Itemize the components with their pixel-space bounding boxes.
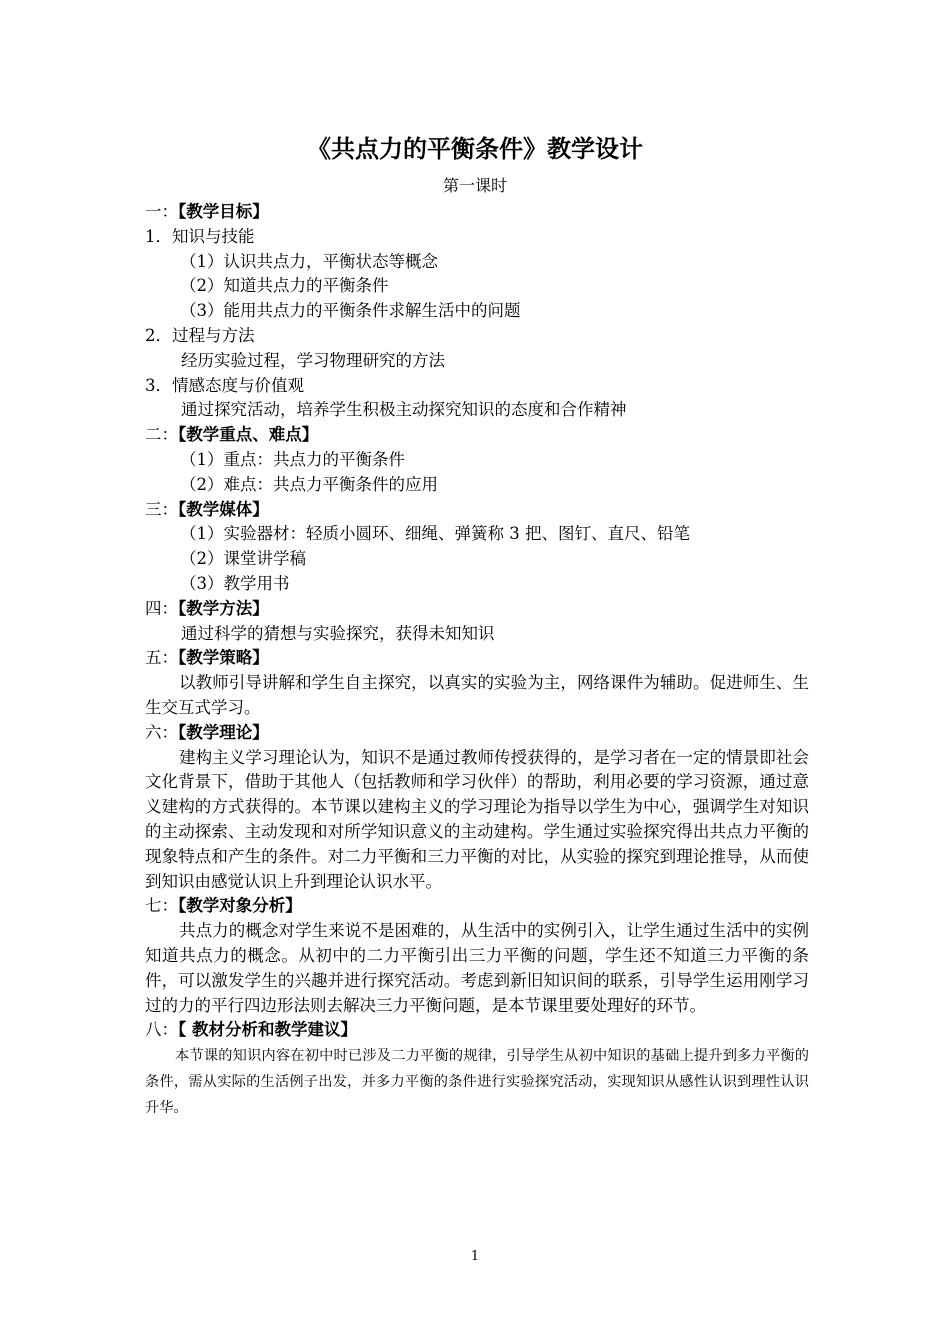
section-title: 【教学目标】 (178, 202, 269, 221)
list-item: 经历实验过程，学习物理研究的方法 (181, 350, 445, 370)
list-item: 通过探究活动，培养学生积极主动探究知识的态度和合作精神 (181, 400, 627, 420)
paragraph: 共点力的概念对学生来说不是困难的，从生活中的实例引入，让学生通过生活中的实例知道共点力的概念。从初中的二力平衡引出三力平衡的问题，学生还不知道三力平衡的条件，可以激发学生的兴趣并进行探究活动。考虑到新旧知识间的联系，引导学生运用刚学习过的力的平行四边形法则去解决三力平衡问题，是本节课里要处理好的环节。 (145, 921, 809, 1015)
document-subtitle: 第一课时 (442, 176, 507, 195)
paragraph: 以教师引导讲解和学生自主探究，以真实的实验为主，网络课件为辅助。促进师生、生生交互式学习。 (145, 673, 809, 717)
section-heading-key-points (145, 423, 809, 448)
section-title: 【教学策略】 (178, 648, 269, 668)
page-number: 1 (470, 1249, 480, 1264)
section-title: 【教学重点、难点】 (178, 425, 319, 445)
section-heading-theory (145, 721, 809, 746)
subheading-attitude-values: 3．情感态度与价值观 (145, 375, 304, 395)
list-item: （1）认识共点力，平衡状态等概念 (180, 251, 438, 271)
section-heading-textbook-analysis (145, 1018, 809, 1043)
section-heading-audience (145, 894, 809, 919)
list-item: （1）实验器材：轻质小圆环、细绳、弹簧称 3 把、图钉、直尺、铅笔 (180, 524, 690, 544)
section-title: 【教学媒体】 (178, 499, 269, 519)
section-title: 【教学方法】 (178, 598, 269, 618)
section-heading-methods (145, 597, 809, 622)
section-number: 三： (145, 499, 178, 519)
section-number: 八： (145, 1020, 178, 1040)
subheading-process-method: 2．过程与方法 (145, 325, 255, 345)
section-number: 七： (145, 896, 178, 916)
section-number: 六： (145, 722, 178, 742)
list-item: （1）重点：共点力的平衡条件 (180, 449, 405, 469)
section-number: 四： (145, 598, 178, 618)
list-item: （2）知道共点力的平衡条件 (180, 276, 389, 296)
list-item: （3）教学用书 (180, 573, 290, 593)
paragraph: 建构主义学习理论认为，知识不是通过教师传授获得的，是学习者在一定的情景即社会文化背景下，借助于其他人（包括教师和学习伙伴）的帮助，利用必要的学习资源，通过意义建构的方式获得的。本节课以建构主义的学习理论为指导以学生为中心，强调学生对知识的主动探索、主动发现和对所学知识意义的主动建构。学生通过实验探究得出共点力平衡的现象特点和产生的条件。对二力平衡和三力平衡的对比，从实验的探究到理论推导，从而使到知识由感觉认识上升到理论认识水平。 (145, 747, 809, 891)
section-heading-strategy (145, 646, 809, 671)
paragraph: 本节课的知识内容在初中时已涉及二力平衡的规律，引导学生从初中知识的基础上提升到多力平衡的条件，需从实际的生活例子出发，并多力平衡的条件进行实验探究活动，实现知识从感性认识到理性认识升华。 (145, 1048, 809, 1117)
section-number: 五： (145, 648, 178, 668)
section-title: 【 教材分析和教学建议】 (178, 1020, 357, 1040)
list-item: （2）课堂讲学稿 (180, 549, 306, 569)
list-item: （2）难点：共点力平衡条件的应用 (180, 474, 438, 494)
section-number: 一： (145, 202, 178, 221)
section-heading-objectives (145, 200, 809, 225)
document-body (145, 200, 809, 1121)
section-title: 【教学对象分析】 (178, 896, 302, 916)
document-title: 《共点力的平衡条件》教学设计 (307, 135, 643, 163)
subheading-knowledge-skills: 1．知识与技能 (145, 226, 255, 246)
list-item: 通过科学的猜想与实验探究，获得未知知识 (181, 623, 495, 643)
section-heading-media (145, 498, 809, 523)
list-item: （3）能用共点力的平衡条件求解生活中的问题 (180, 301, 521, 321)
section-title: 【教学理论】 (178, 722, 269, 742)
section-number: 二： (145, 425, 178, 445)
